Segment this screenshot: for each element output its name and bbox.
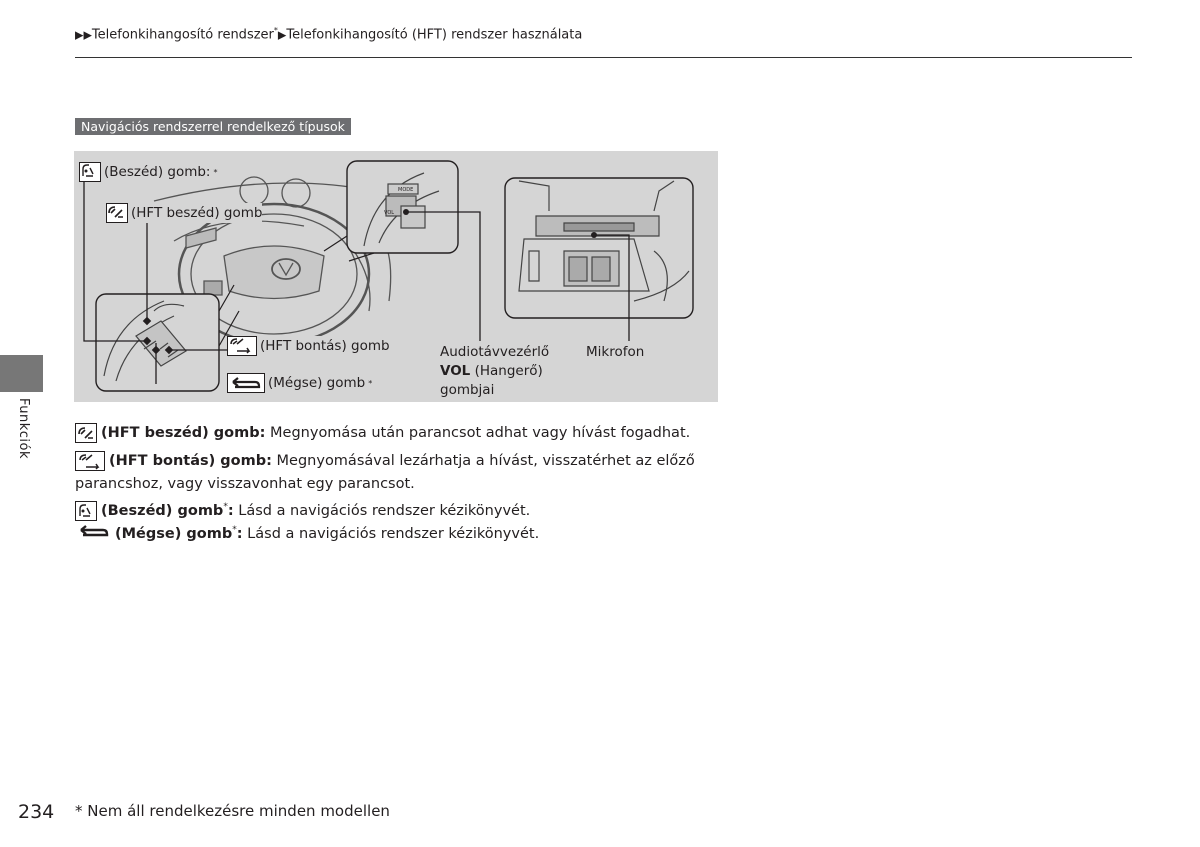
desc-hft-back	[75, 450, 695, 473]
audio-remote-line1: Audiotávvezérlő	[440, 344, 550, 360]
chapter-tab-label: Funkciók	[16, 398, 31, 460]
chapter-tab	[0, 355, 43, 392]
hft-talk-icon	[75, 423, 97, 443]
back-icon	[75, 521, 111, 547]
talk-icon	[79, 162, 101, 182]
desc-back-text: Lásd a navigációs rendszer kézikönyvét.	[242, 525, 540, 542]
talk-button-label: (Beszéd) gomb:	[104, 164, 211, 180]
breadcrumb-separator: ▶	[277, 28, 287, 42]
hft-back-icon	[227, 336, 257, 356]
breadcrumb	[75, 26, 582, 42]
steering-wheel-figure	[74, 151, 718, 402]
desc-hft-talk-title: (HFT beszéd) gomb:	[101, 425, 266, 441]
desc-hft-back-text: Megnyomásával lezárhatja a hívást, visszatérhet az előző	[271, 453, 695, 469]
breadcrumb-item-hft-system[interactable]: Telefonkihangosító rendszer	[91, 27, 274, 43]
audio-remote-line2: (Hangerő)	[470, 363, 543, 379]
desc-back	[75, 519, 539, 547]
back-icon	[227, 373, 265, 393]
hft-talk-callout	[106, 203, 262, 223]
hft-talk-icon	[106, 203, 128, 223]
desc-hft-back-title: (HFT bontás) gomb:	[109, 453, 272, 469]
header-divider	[75, 57, 1132, 58]
figure-label: Navigációs rendszerrel rendelkező típusok	[75, 118, 351, 135]
desc-back-colon: :	[236, 525, 243, 542]
hft-back-label: (HFT bontás) gomb	[260, 338, 390, 354]
desc-hft-back-cont: parancshoz, vagy visszavonhat egy parancsot.	[75, 476, 415, 492]
hft-back-icon	[75, 451, 105, 471]
footnote: * Nem áll rendelkezésre minden modellen	[75, 802, 390, 820]
breadcrumb-footnote-mark: *	[273, 26, 278, 35]
switch-mode-label: MODE	[398, 187, 414, 193]
desc-talk-text: Lásd a navigációs rendszer kézikönyvét.	[233, 502, 531, 519]
audio-remote-callout	[440, 343, 549, 400]
desc-back-footnote-mark: *	[232, 525, 237, 535]
talk-footnote-mark: *	[213, 167, 218, 177]
switch-vol-label: VOL	[384, 210, 395, 216]
mic-callout	[586, 344, 644, 360]
hft-talk-label: (HFT beszéd) gomb	[131, 205, 263, 221]
steering-wheel-illustration	[74, 151, 718, 402]
desc-talk-title: (Beszéd) gomb	[101, 502, 224, 519]
talk-button-callout	[79, 162, 217, 182]
breadcrumb-item-hft-usage: Telefonkihangosító (HFT) rendszer használata	[286, 27, 583, 43]
page-number: 234	[18, 801, 55, 823]
desc-hft-talk	[75, 422, 690, 445]
mic-label: Mikrofon	[586, 344, 645, 360]
desc-back-title: (Mégse) gomb	[115, 525, 233, 542]
desc-talk-colon: :	[227, 502, 234, 519]
audio-remote-line3: gombjai	[440, 382, 495, 398]
back-label: (Mégse) gomb	[268, 375, 366, 391]
audio-vol-label: VOL	[440, 363, 471, 379]
desc-talk-footnote-mark: *	[223, 502, 228, 512]
desc-hft-talk-text: Megnyomása után parancsot adhat vagy hívást fogadhat.	[265, 425, 691, 441]
hft-back-callout	[227, 336, 390, 356]
breadcrumb-arrows: ▶▶	[75, 28, 92, 42]
back-callout	[227, 373, 372, 393]
back-footnote-mark: *	[368, 378, 373, 388]
talk-icon	[75, 501, 97, 521]
